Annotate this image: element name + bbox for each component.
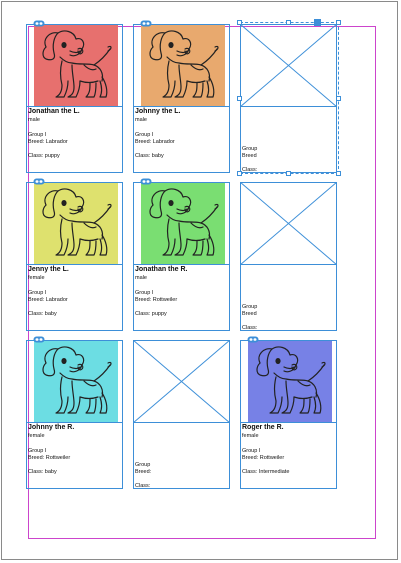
dog-name: Johnny the L. <box>135 108 181 115</box>
frame-anchor-handle[interactable] <box>314 19 321 26</box>
photo-frame[interactable] <box>26 340 123 423</box>
resize-handle-top-left[interactable] <box>237 20 242 25</box>
resize-handle-middle-right[interactable] <box>336 96 341 101</box>
dog-class: Class: baby <box>28 311 57 317</box>
photo-frame[interactable] <box>240 340 337 423</box>
dog-illustration-icon <box>34 183 118 265</box>
selection-box[interactable] <box>240 22 339 174</box>
dog-sex: female <box>242 433 259 439</box>
dog-illustration-icon <box>141 25 225 107</box>
dog-class: Class: baby <box>28 469 57 475</box>
link-icon[interactable] <box>33 336 45 343</box>
text-frame[interactable] <box>26 265 123 331</box>
text-frame[interactable] <box>26 423 123 489</box>
dog-group: Group I <box>28 290 47 296</box>
dog-breed: Breed: <box>135 469 152 475</box>
text-frame[interactable] <box>240 423 337 489</box>
dog-sex: female <box>28 433 45 439</box>
dog-class: Class: puppy <box>28 153 60 159</box>
dog-class: Class: baby <box>135 153 164 159</box>
text-frame[interactable] <box>26 107 123 173</box>
dog-group: Group I <box>242 448 261 454</box>
dog-illustration-icon <box>34 25 118 107</box>
dog-breed: Breed: Labrador <box>28 297 68 303</box>
photo-frame[interactable] <box>26 182 123 265</box>
dog-class: Class: <box>242 325 258 331</box>
link-icon[interactable] <box>140 20 152 27</box>
text-frame[interactable] <box>133 423 230 489</box>
photo-frame[interactable] <box>133 24 230 107</box>
text-frame[interactable] <box>133 107 230 173</box>
resize-handle-middle-left[interactable] <box>237 96 242 101</box>
dog-breed: Breed <box>242 311 257 317</box>
link-icon[interactable] <box>140 178 152 185</box>
dog-group: Group <box>242 304 258 310</box>
dog-group: Group <box>242 146 258 152</box>
link-icon[interactable] <box>247 336 259 343</box>
dog-breed: Breed: Rottweiler <box>135 297 178 303</box>
dog-illustration-icon <box>34 341 118 423</box>
resize-handle-bottom-center[interactable] <box>286 171 291 176</box>
resize-handle-top-right[interactable] <box>336 20 341 25</box>
resize-handle-bottom-left[interactable] <box>237 171 242 176</box>
photo-frame[interactable] <box>133 182 230 265</box>
resize-handle-top-center-left[interactable] <box>286 20 291 25</box>
dog-breed: Breed: Rottweiler <box>28 455 71 461</box>
dog-name: Johnny the R. <box>28 424 75 431</box>
dog-breed: Breed <box>242 153 257 159</box>
dog-class: Class: Intermediate <box>242 469 290 475</box>
dog-name: Jonathan the R. <box>135 266 188 273</box>
dog-group: Group I <box>135 290 154 296</box>
dog-sex: male <box>135 275 147 281</box>
dog-name: Jenny the L. <box>28 266 69 273</box>
dog-breed: Breed: Labrador <box>135 139 175 145</box>
photo-frame[interactable] <box>26 24 123 107</box>
dog-group: Group I <box>135 132 154 138</box>
image-placeholder-icon <box>133 340 230 423</box>
dog-breed: Breed: Labrador <box>28 139 68 145</box>
dog-class: Class: puppy <box>135 311 167 317</box>
dog-class: Class: <box>135 483 151 489</box>
dog-group: Group I <box>28 448 47 454</box>
dog-name: Roger the R. <box>242 424 284 431</box>
empty-photo-frame[interactable] <box>240 182 337 265</box>
dog-sex: male <box>28 117 40 123</box>
dog-group: Group <box>135 462 151 468</box>
dog-sex: female <box>28 275 45 281</box>
dog-class: Class: <box>242 167 258 173</box>
dog-group: Group I <box>28 132 47 138</box>
dog-illustration-icon <box>141 183 225 265</box>
image-placeholder-icon <box>240 182 337 265</box>
dog-illustration-icon <box>248 341 332 423</box>
link-icon[interactable] <box>33 20 45 27</box>
dog-name: Jonathan the L. <box>28 108 80 115</box>
dog-sex: male <box>135 117 147 123</box>
resize-handle-bottom-right[interactable] <box>336 171 341 176</box>
link-icon[interactable] <box>33 178 45 185</box>
text-frame[interactable] <box>133 265 230 331</box>
text-frame[interactable] <box>240 265 337 331</box>
dog-breed: Breed: Rottweiler <box>242 455 285 461</box>
empty-photo-frame[interactable] <box>133 340 230 423</box>
